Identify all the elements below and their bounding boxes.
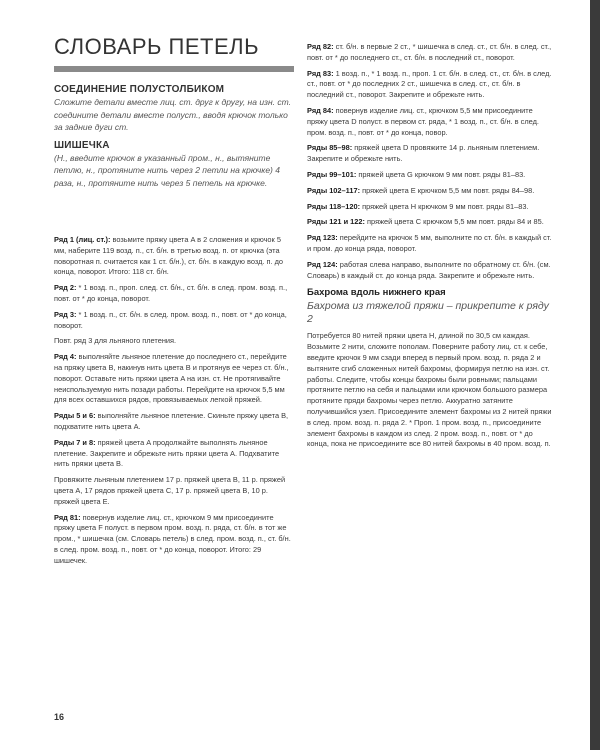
instruction-paragraph [307,106,555,138]
row-text: пряжей цвета E крючком 5,5 мм повт. ряды 84–98. [360,185,535,195]
row-text: пряжей цвета G крючком 9 мм повт. ряды 81–83. [356,169,526,179]
row-text: пряжей цвета H крючком 9 мм повт. ряды 81–83. [360,201,529,211]
title-underline-bar [54,66,294,72]
instruction-paragraph [307,69,555,101]
row-label: Ряд 82: [307,42,334,51]
right-column [307,42,555,455]
instruction-paragraph [307,42,555,64]
row-label: Ряд 4: [54,352,77,362]
row-label: Ряды 102–117: [307,185,361,195]
title-spacer [54,70,294,84]
instruction-paragraph [54,235,294,278]
instruction-paragraph [54,310,294,332]
sc-join-heading: СОЕДИНЕНИЕ ПОЛУСТОЛБИКОМ [54,84,225,95]
row-text: 1 возд. п., * 1 возд. п., проп. 1 ст. б/н. в след. ст., ст. б/н. в след. ст., повт. от * до последних 2 ст., шишечка в след. ст., ст. б/н. в последний ст., поворот. Закрепите и обрежьте нить. [307,68,552,100]
instruction-paragraph [54,283,294,305]
row-text: перейдите на крючок 5 мм, выполните по ст. б/н. в каждый ст. и пром. до конца ряда, поворот. [307,233,552,253]
row-label: Ряды 99–101: [307,169,357,179]
fringe-text: Потребуется 80 нитей пряжи цвета H, длиной по 30,5 см каждая. Возьмите 2 нити, сложите пополам. Поверните работу лиц. ст. к себе, введите крючок 9 мм сзади вперед в первый пром. возд. п. ряда 2 и вытяните сгиб сложенных нитей бахромы, формируя петлю на изн. ст. работы. Следите, чтобы концы бахромы были ровными; пальцами протяните петлю на себя и пальцами или крючком большого размера протяните пряди бахромы через петлю. Аккуратно затяните получившийся узел. Присоедините элемент бахромы из 2 нитей пряжи в след. пром. возд. п. ряда 2. * Проп. 1 пром. возд. п., присоедините элемент бахромы в каждом из след. 2 пром. возд. п., повт. от * до конца, пока не присоедините все 80 нитей бахромы в 40 пром. возд. п. [307,331,552,449]
instruction-paragraph [307,233,555,255]
instruction-paragraph [54,336,294,347]
right-instructions [307,42,555,281]
sc-join-text: Сложите детали вместе лиц. ст. друг к другу, на изн. ст. соедините детали вместе полуст., вводя крючок только за задние дуги ст. [54,97,291,132]
page-title: СЛОВАРЬ ПЕТЕЛЬ [54,34,260,59]
row-text: * 1 возд. п., проп. след. ст. б/н., ст. б/н. в след. пром. возд. п., повт. от * до конца, поворот. [54,283,288,303]
instruction-paragraph [307,170,555,181]
row-label: Ряд 3: [54,309,77,319]
row-label: Ряд 123: [307,233,338,243]
bobble-text: (Н., введите крючок в указанный пром., н., вытяните петлю, н., протяните нить через 2 петли на крючке) 4 раза, н., протяните нить через 5 петель на крючке. [54,152,280,188]
instruction-paragraph [54,475,294,507]
left-instructions [54,235,294,567]
row-text: работая слева направо, выполните по обратному ст. б/н. (см. Словарь) в каждый ст. до конца ряда. Закрепите и обрежьте нить. [307,259,551,280]
instruction-paragraph [54,438,294,470]
row-label: Ряд 1 (лиц. ст.): [54,235,111,244]
instruction-paragraph [307,186,555,197]
row-text: повернув изделие лиц. ст., крючком 9 мм присоедините пряжу цвета F полуст. в первом пром. возд. п. ряда, ст. б/н. в тот же пром., * шишечка (см. Словарь петель) в след. пром. возд. п., ст. б/н. в след. пром. возд. п., повт. от * до конца, поворот. Итого: 29 шишечек. [54,512,291,565]
bobble-heading: ШИШЕЧКА [54,139,110,151]
row-label: Ряд 84: [307,105,334,115]
instruction-paragraph [54,352,294,406]
instruction-paragraph [54,513,294,567]
instruction-paragraph [307,143,555,165]
fringe-heading: Бахрома вдоль нижнего края [307,287,446,299]
section-gap [54,195,294,235]
row-text: выполняйте льняное плетение. Скиньте пряжу цвета B, подхватите нить цвета A. [54,411,289,431]
instruction-paragraph [307,217,555,228]
instruction-paragraph [307,202,555,213]
row-text: Повт. ряд 3 для льняного плетения. [54,336,177,346]
row-label: Ряды 85–98: [307,143,353,153]
fringe-subheading: Бахрома из тяжелой пряжи – прикрепите к ряду 2 [307,300,549,326]
row-text: выполняйте льняное плетение до последнего ст., перейдите на пряжу цвета B, накинув нить цвета B и протянув ее через ст. б/н., поворот. Оставьте нить пряжи цвета A на изн. ст. Не протягивайте неиспользуемую нить позади работы. Перейдите на крючок 5,5 мм для всех оставшихся рядов, провязываемых легкой пряжей. [54,352,289,405]
row-label: Ряд 124: [307,259,338,269]
row-label: Ряд 2: [54,283,77,293]
row-label: Ряды 7 и 8: [54,437,96,447]
instruction-paragraph [54,411,294,433]
row-label: Ряды 121 и 122: [307,217,365,227]
row-text: повернув изделие лиц. ст., крючком 5,5 мм присоедините пряжу цвета D полуст. в первом ст. ряда, * 1 возд. п., ст. б/н. в след. пром. возд. п., повт. от * до конца, повор. [307,105,539,137]
row-label: Ряды 5 и 6: [54,411,96,421]
row-label: Ряд 81: [54,512,81,522]
row-text: * 1 возд. п., ст. б/н. в след. пром. возд. п., повт. от * до конца, поворот. [54,309,287,330]
row-text: пряжей цвета D провяжите 14 р. льняным плетением. Закрепите и обрежьте нить. [307,143,540,164]
row-text: пряжей цвета A продолжайте выполнять льняное плетение. Закрепите и обрежьте нить пряжи цвета A. Подхватите нить пряжи цвета B. [54,437,280,469]
instruction-paragraph [307,260,555,282]
page-number: 16 [54,712,65,722]
row-text: пряжей цвета C крючком 5,5 мм повт. ряды 84 и 85. [364,217,544,227]
left-column [54,34,294,572]
row-label: Ряды 118–120: [307,201,361,211]
row-text: ст. б/н. в первые 2 ст., * шишечка в след. ст., ст. б/н. в след. ст., повт. от * до последнего ст., ст. б/н. в последний ст., поворот. [307,42,552,62]
row-text: Провяжите льняным плетением 17 р. пряжей цвета B, 11 р. пряжей цвета A, 17 рядов пряжей цвета C, 17 р. пряжей цвета B, 10 р. пряжей цвета E. [54,475,286,506]
row-label: Ряд 83: [307,68,334,78]
row-text: возьмите пряжу цвета A в 2 сложения и крючок 5 мм, наберите 119 возд. п., ст. б/н. в третью возд. п. от крючка (эта поворотная п. считается как 1 ст. б/н.), ст. б/н. в каждую возд. п. до конца, поворот. Итого: 118 ст. б/н. [54,235,284,277]
